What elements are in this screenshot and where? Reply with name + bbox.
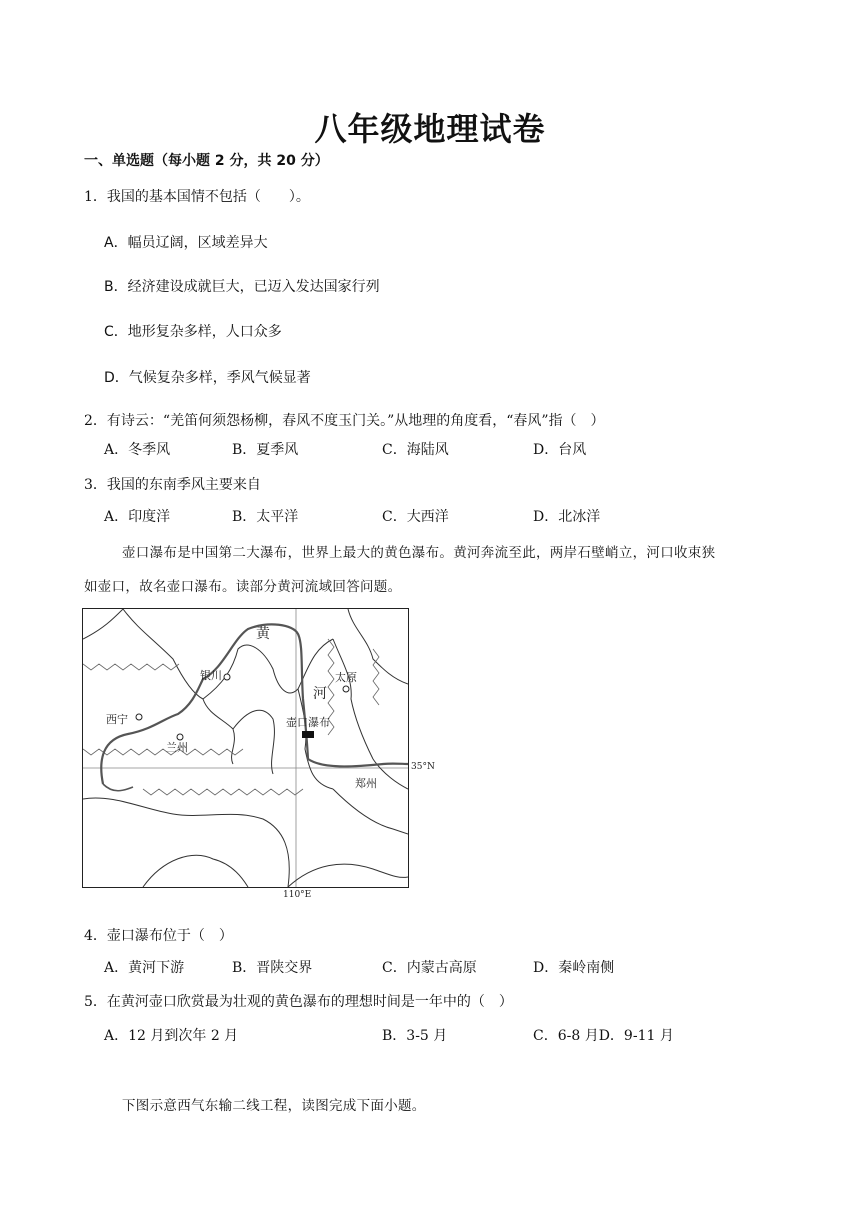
question-3-option-b: B．太平洋 — [232, 509, 299, 525]
yinchuan-marker — [224, 674, 230, 680]
map-label-hukou: 壶口瀑布 — [286, 716, 330, 729]
question-5-stem: 5．在黄河壶口欣赏最为壮观的黄色瀑布的理想时间是一年中的（ ） — [84, 994, 513, 1010]
passage-line-1: 壶口瀑布是中国第二大瀑布，世界上最大的黄色瀑布。黄河奔流至此，两岸石壁峭立，河口收束狭 — [122, 545, 716, 561]
question-1-option-a: A．幅员辽阔，区域差异大 — [104, 235, 268, 251]
map-label-lanzhou: 兰州 — [166, 741, 188, 754]
map-drawing — [83, 609, 408, 887]
yellow-river-map — [82, 608, 409, 888]
xining-marker — [136, 714, 142, 720]
taiyuan-marker — [343, 686, 349, 692]
map-label-yinchuan: 银川 — [200, 669, 222, 682]
question-5-option-b: B．3-5 月 — [382, 1028, 448, 1044]
map-label-zhengzhou: 郑州 — [355, 777, 377, 790]
question-1-option-c: C．地形复杂多样，人口众多 — [104, 324, 282, 340]
question-2-option-c: C．海陆风 — [382, 442, 449, 458]
map-label-xining: 西宁 — [106, 713, 128, 726]
boundaries — [83, 609, 408, 887]
question-5-option-a: A．12 月到次年 2 月 — [104, 1028, 239, 1044]
map-label-longitude: 110°E — [283, 890, 312, 900]
map-label-latitude: 35°N — [411, 762, 435, 772]
passage-line-2: 如壶口，故名壶口瀑布。读部分黄河流域回答问题。 — [84, 579, 402, 595]
question-3-stem: 3．我国的东南季风主要来自 — [84, 477, 261, 493]
question-4-option-b: B．晋陕交界 — [232, 960, 313, 976]
page-title: 八年级地理试卷 — [314, 110, 546, 148]
map-label-taiyuan: 太原 — [335, 671, 357, 684]
yellow-river-line — [101, 624, 408, 784]
hukou-falls-marker — [302, 731, 314, 738]
question-3-option-c: C．大西洋 — [382, 509, 449, 525]
question-4-option-c: C．内蒙古高原 — [382, 960, 477, 976]
question-1-stem: 1．我国的基本国情不包括（ ）。 — [84, 189, 310, 205]
question-4-option-d: D．秦岭南侧 — [533, 960, 615, 976]
question-4-option-a: A．黄河下游 — [104, 960, 185, 976]
question-2-option-d: D．台风 — [533, 442, 587, 458]
question-2-option-b: B．夏季风 — [232, 442, 299, 458]
question-2-option-a: A．冬季风 — [104, 442, 171, 458]
map-label-he: 河 — [313, 686, 327, 702]
question-4-stem: 4．壶口瀑布位于（ ） — [84, 928, 233, 944]
question-1-option-b: B．经济建设成就巨大，已迈入发达国家行列 — [104, 279, 380, 295]
map-label-huang: 黄 — [256, 626, 270, 642]
question-1-option-d: D．气候复杂多样，季风气候显著 — [104, 370, 311, 386]
section-heading: 一、单选题（每小题 2 分，共 20 分） — [84, 153, 329, 169]
question-3-option-a: A．印度洋 — [104, 509, 171, 525]
question-5-option-cd: C．6-8 月D．9-11 月 — [533, 1028, 674, 1044]
question-3-option-d: D．北冰洋 — [533, 509, 601, 525]
passage-2: 下图示意西气东输二线工程，读图完成下面小题。 — [122, 1098, 426, 1114]
question-2-stem: 2．有诗云：“羌笛何须怨杨柳，春风不度玉门关。”从地理的角度看，“春风”指（ ） — [84, 413, 605, 429]
